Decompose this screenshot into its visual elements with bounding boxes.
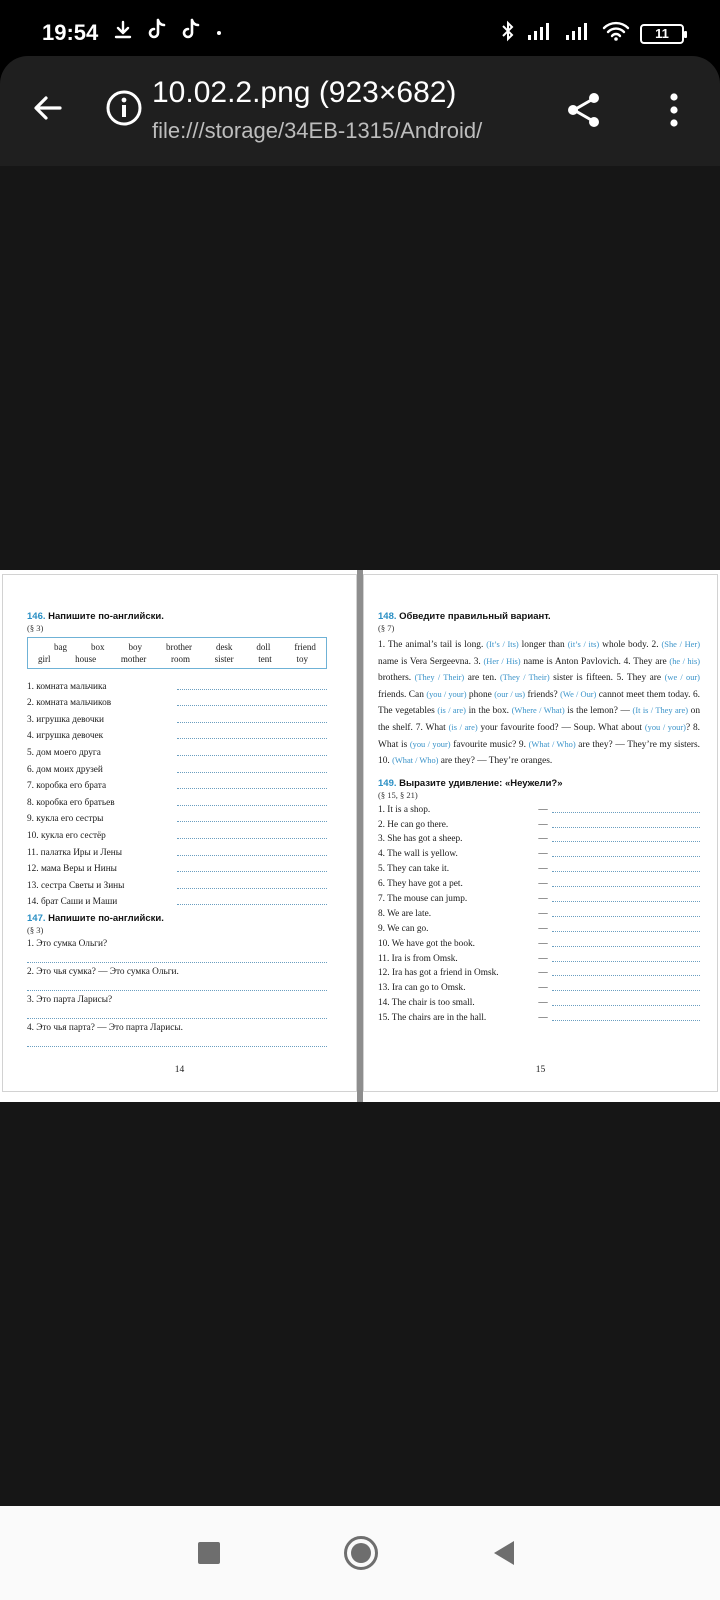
dash-mark: —	[538, 1013, 548, 1024]
recents-button[interactable]	[198, 1542, 220, 1564]
battery-icon: 11	[640, 24, 684, 44]
exercise-148-text	[378, 637, 700, 770]
word-box-row	[34, 641, 320, 653]
paragraph-text: your favourite food? — Soup. What about	[477, 722, 645, 733]
exercise-147-list	[27, 939, 327, 1047]
choice-option: (She / Her)	[661, 640, 700, 649]
exercise-item-text: 11. Ira is from Omsk.	[378, 953, 458, 964]
exercise-item-text: 6. дом моих друзей	[27, 764, 103, 775]
answer-line	[552, 975, 700, 976]
choice-option: (It is / They are)	[632, 706, 688, 716]
status-icons-right	[500, 20, 684, 47]
paragraph-text: brothers.	[378, 673, 415, 684]
paragraph-text: friends. Can	[378, 689, 427, 700]
home-button[interactable]	[344, 1536, 378, 1570]
answer-line	[177, 738, 327, 739]
paragraph-text: friends?	[525, 689, 561, 700]
exercise-item	[27, 791, 327, 808]
exercise-item	[378, 874, 700, 889]
choice-option: (What / Who)	[528, 739, 576, 749]
exercise-item-text: 1. It is a shop.	[378, 804, 431, 815]
answer-line	[552, 990, 700, 991]
dash-mark: —	[538, 879, 548, 890]
choice-option: (it’s / its)	[567, 640, 600, 649]
status-time: 19:54	[42, 20, 99, 45]
exercise-item-text: 12. Ira has got a friend in Omsk.	[378, 968, 499, 979]
paragraph-text: sister is fifteen. 5. They are	[549, 673, 665, 684]
choice-option: (They / Their)	[499, 673, 550, 683]
exercise-item-text: 15. The chairs are in the hall.	[378, 1013, 487, 1024]
dash-mark: —	[538, 968, 548, 979]
choice-option: (What / Who)	[392, 756, 439, 766]
exercise-item	[378, 934, 700, 949]
paragraph-text: phone	[466, 689, 495, 700]
answer-line	[552, 856, 700, 857]
back-button[interactable]	[24, 84, 72, 132]
word-box	[27, 637, 327, 669]
paragraph-text: is the lemon? —	[564, 706, 633, 717]
download-icon	[112, 19, 134, 46]
answer-line	[552, 841, 700, 842]
word-item: mother	[120, 654, 147, 664]
tiktok-icon	[146, 18, 168, 47]
page-number: 14	[174, 1065, 185, 1075]
answer-line	[177, 705, 327, 706]
exercise-item	[27, 841, 327, 858]
status-icons-left	[112, 18, 224, 47]
exercise-item-text: 5. They can take it.	[378, 864, 450, 875]
word-item: box	[90, 642, 105, 652]
workbook-page-15	[363, 574, 718, 1092]
exercise-item-text: 12. мама Веры и Нины	[27, 864, 117, 875]
choice-option: (is / are)	[437, 706, 466, 716]
exercise-item	[378, 1008, 700, 1023]
answer-line	[552, 827, 700, 828]
exercise-item-text: 4. The wall is yellow.	[378, 849, 458, 860]
answer-line	[27, 977, 327, 991]
app-header	[0, 56, 720, 166]
exercise-item	[27, 741, 327, 758]
more-vert-icon	[668, 92, 680, 128]
choice-option: (is / are)	[448, 722, 478, 732]
answer-line	[552, 946, 700, 947]
answer-line	[552, 812, 700, 813]
dash-mark: —	[538, 998, 548, 1009]
exercise-item	[27, 708, 327, 725]
exercise-item-text: 2. Это чья сумка? — Это сумка Ольги.	[27, 967, 179, 978]
exercise-item-text: 14. брат Саши и Маши	[27, 897, 118, 908]
exercise-item-text: 3. She has got a sheep.	[378, 834, 463, 845]
wifi-icon	[602, 20, 630, 47]
answer-line	[552, 1020, 700, 1021]
exercise-item	[27, 775, 327, 792]
choice-option: (you / your)	[426, 689, 467, 699]
exercise-149-ref: (§ 15, § 21)	[378, 789, 418, 800]
info-button[interactable]	[102, 86, 146, 130]
dash-mark: —	[538, 834, 548, 845]
exercise-item-text: 7. The mouse can jump.	[378, 893, 468, 904]
exercise-item-text: 1. Это сумка Ольги?	[27, 939, 108, 950]
exercise-item-text: 2. комната мальчиков	[27, 698, 112, 709]
exercise-item-text: 7. коробка его брата	[27, 781, 107, 792]
answer-line	[552, 901, 700, 902]
exercise-item-text: 2. He can go there.	[378, 819, 449, 830]
exercise-item	[27, 725, 327, 742]
word-item: house	[75, 654, 97, 664]
answer-line	[177, 855, 327, 856]
exercise-item-text: 14. The chair is too small.	[378, 998, 475, 1009]
exercise-149-heading: 149. Выразите удивление: «Неужели?»	[378, 777, 563, 789]
dash-mark: —	[538, 864, 548, 875]
answer-line	[552, 961, 700, 962]
answer-line	[177, 772, 327, 773]
answer-line	[177, 755, 327, 756]
exercise-item	[378, 949, 700, 964]
dash-mark: —	[538, 938, 548, 949]
exercise-item-text: 9. We can go.	[378, 923, 429, 934]
document-image[interactable]	[0, 570, 720, 1102]
answer-line	[177, 904, 327, 905]
choice-option: (he / his)	[669, 656, 700, 666]
exercise-item-text: 1. комната мальчика	[27, 681, 107, 692]
exercise-item	[378, 815, 700, 830]
more-options-button[interactable]	[650, 86, 698, 134]
arrow-back-icon	[30, 90, 66, 126]
word-item: sister	[214, 654, 234, 664]
workbook-page-14	[2, 574, 357, 1092]
exercise-item	[27, 1023, 327, 1047]
choice-option: (It’s / Its)	[486, 640, 519, 649]
choice-option: (Where / What)	[511, 706, 565, 716]
exercise-item-text: 11. палатка Иры и Лены	[27, 847, 123, 858]
exercise-147-heading: 147. Напишите по-английски.	[27, 913, 164, 925]
word-item: room	[170, 654, 190, 664]
word-item: brother	[165, 642, 192, 652]
choice-option: (They / Their)	[414, 673, 465, 683]
exercise-item	[378, 964, 700, 979]
image-viewer[interactable]	[0, 166, 720, 1506]
answer-line	[552, 871, 700, 872]
answer-line	[27, 1005, 327, 1019]
exercise-item-text: 13. Ira can go to Omsk.	[378, 983, 466, 994]
word-item: friend	[294, 642, 316, 652]
paragraph-text: longer than	[518, 640, 568, 650]
word-item: doll	[256, 642, 271, 652]
paragraph-text: 1. The animal’s tail is long.	[378, 640, 487, 650]
exercise-item-text: 3. Это парта Ларисы?	[27, 995, 113, 1006]
answer-line	[27, 949, 327, 963]
exercise-item	[378, 904, 700, 919]
exercise-item	[27, 995, 327, 1019]
dash-mark: —	[538, 923, 548, 934]
paragraph-text: name is Vera Sergeevna. 3.	[378, 656, 484, 667]
word-item: boy	[128, 642, 142, 652]
paragraph-text: are they? — They’re oranges.	[438, 756, 553, 767]
dash-mark: —	[538, 893, 548, 904]
word-item: desk	[215, 642, 233, 652]
exercise-item-text: 10. кукла его сестёр	[27, 830, 106, 841]
exercise-item	[27, 692, 327, 709]
paragraph-text: on the shelf. 7. What	[378, 706, 700, 733]
exercise-item	[378, 859, 700, 874]
exercise-146-heading: 146. Напишите по-английски.	[27, 611, 164, 622]
exercise-item	[378, 919, 700, 934]
paragraph-text: whole body. 2.	[599, 640, 662, 650]
share-button[interactable]	[560, 86, 608, 134]
answer-line	[552, 916, 700, 917]
exercise-147-ref: (§ 3)	[27, 925, 44, 936]
exercise-149-list	[378, 800, 700, 1023]
exercise-item-text: 8. We are late.	[378, 908, 432, 919]
answer-line	[177, 689, 327, 690]
exercise-item	[27, 824, 327, 841]
tiktok-icon	[180, 18, 202, 47]
exercise-item-text: 3. игрушка девочки	[27, 714, 105, 725]
dash-mark: —	[538, 819, 548, 830]
word-box-row	[34, 653, 320, 665]
navigation-bar	[0, 1506, 720, 1600]
paragraph-text: in the box.	[465, 706, 512, 717]
file-title: 10.02.2.png (923×682)	[152, 76, 457, 109]
exercise-item	[378, 978, 700, 993]
exercise-148-heading: 148. Обведите правильный вариант.	[378, 611, 551, 622]
paragraph-text: favourite music? 9.	[450, 739, 529, 750]
exercise-item	[378, 844, 700, 859]
exercise-item	[27, 758, 327, 775]
dash-mark: —	[538, 983, 548, 994]
exercise-item-text: 5. дом моего друга	[27, 747, 101, 758]
page-number: 15	[535, 1065, 546, 1075]
choice-option: (Her / His)	[483, 656, 521, 666]
dash-mark: —	[538, 953, 548, 964]
exercise-item-text: 13. сестра Светы и Зины	[27, 880, 125, 891]
exercise-item	[378, 800, 700, 815]
dash-mark: —	[538, 908, 548, 919]
share-icon	[564, 90, 604, 130]
status-bar	[0, 0, 720, 58]
exercise-item	[27, 939, 327, 963]
answer-line	[177, 788, 327, 789]
answer-line	[177, 838, 327, 839]
dash-mark: —	[538, 849, 548, 860]
nav-back-button[interactable]	[494, 1541, 514, 1565]
dot-icon	[214, 24, 224, 42]
answer-line	[177, 722, 327, 723]
exercise-item	[27, 874, 327, 891]
choice-option: (our / us)	[494, 689, 526, 699]
answer-line	[177, 821, 327, 822]
exercise-item	[27, 967, 327, 991]
word-item: girl	[38, 654, 51, 664]
answer-line	[177, 888, 327, 889]
choice-option: (We / Our)	[560, 689, 597, 699]
exercise-item	[27, 858, 327, 875]
dash-mark: —	[538, 804, 548, 815]
paragraph-text: are they? — They’re my sisters. 10.	[378, 739, 700, 767]
answer-line	[552, 886, 700, 887]
signal-icon	[564, 21, 592, 46]
answer-line	[27, 1033, 327, 1047]
exercise-item	[27, 808, 327, 825]
word-item: bag	[54, 642, 67, 652]
word-item: toy	[296, 654, 308, 664]
exercise-item	[27, 675, 327, 692]
exercise-item-text: 4. игрушка девочек	[27, 731, 104, 742]
exercise-item-text: 8. коробка его братьев	[27, 797, 115, 808]
exercise-item	[378, 993, 700, 1008]
exercise-item	[378, 830, 700, 845]
paragraph-text: ? 8. What is	[378, 722, 700, 750]
answer-line	[552, 931, 700, 932]
info-icon	[105, 89, 143, 127]
exercise-146-ref: (§ 3)	[27, 623, 44, 633]
word-item: tent	[258, 654, 272, 664]
exercise-item	[27, 891, 327, 908]
file-path: file:///storage/34EB-1315/Android/	[152, 118, 483, 143]
paragraph-text: name is Anton Pavlovich. 4. They are	[520, 656, 670, 667]
exercise-item-text: 9. кукла его сестры	[27, 814, 104, 825]
exercise-item-text: 6. They have got a pet.	[378, 879, 463, 890]
bluetooth-icon	[500, 20, 516, 47]
choice-option: (we / our)	[664, 673, 700, 683]
paragraph-text: are ten.	[464, 673, 500, 684]
exercise-item-text: 4. Это чья парта? — Это парта Ларисы.	[27, 1023, 183, 1034]
answer-line	[177, 805, 327, 806]
answer-line	[177, 871, 327, 872]
signal-icon	[526, 21, 554, 46]
answer-line	[552, 1005, 700, 1006]
choice-option: (you / your)	[644, 722, 686, 732]
exercise-item-text: 10. We have got the book.	[378, 938, 475, 949]
exercise-148-ref: (§ 7)	[378, 623, 395, 633]
exercise-146-list	[27, 675, 327, 907]
choice-option: (you / your)	[409, 739, 451, 749]
exercise-item	[378, 889, 700, 904]
paragraph-text: cannot meet them today. 6. The vegetables	[378, 689, 700, 717]
